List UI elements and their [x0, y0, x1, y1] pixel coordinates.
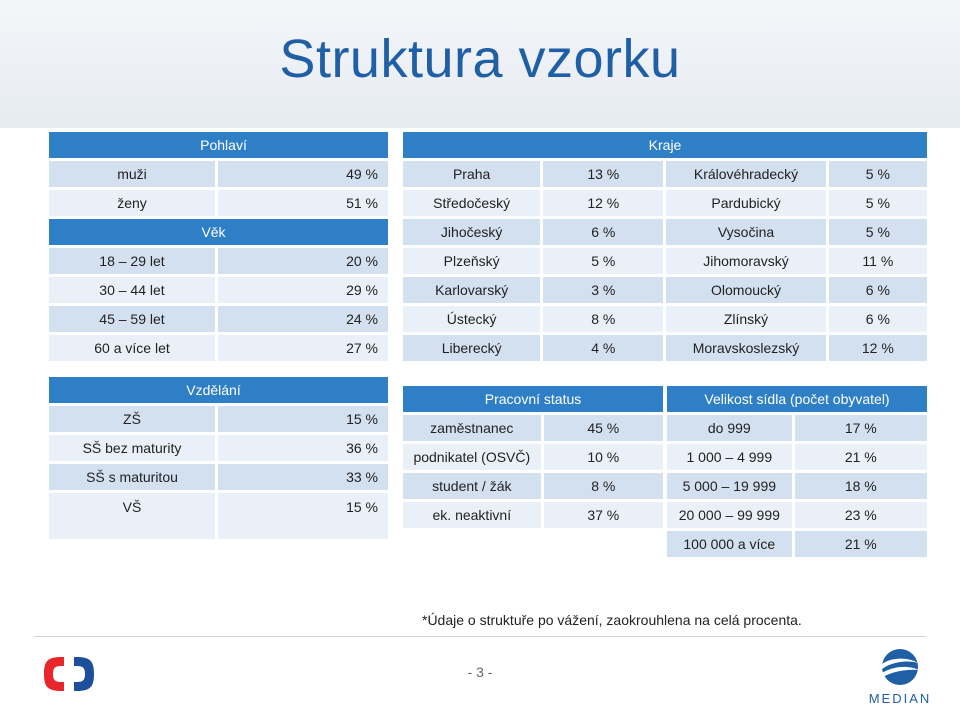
region-name: Zlínský	[666, 306, 825, 332]
region-value: 6 %	[829, 277, 927, 303]
education-label: SŠ s maturitou	[49, 464, 215, 490]
settlement-label: 5 000 – 19 999	[667, 473, 792, 499]
settlement-value: 17 %	[795, 415, 927, 441]
age-value: 20 %	[218, 248, 388, 274]
work-label: student / žák	[403, 473, 541, 499]
page-title: Struktura vzorku	[279, 29, 681, 89]
demographics-table	[46, 129, 391, 542]
settlement-label: 20 000 – 99 999	[667, 502, 792, 528]
region-name: Karlovarský	[403, 277, 540, 303]
region-value: 5 %	[829, 219, 927, 245]
settlement-value: 23 %	[795, 502, 927, 528]
region-value: 4 %	[543, 335, 663, 361]
region-value: 8 %	[543, 306, 663, 332]
education-label: ZŠ	[49, 406, 215, 432]
gender-label: ženy	[49, 190, 215, 216]
settlement-size-table	[664, 383, 930, 560]
work-label: zaměstnanec	[403, 415, 541, 441]
work-value: 37 %	[544, 502, 663, 528]
region-name: Pardubický	[666, 190, 825, 216]
median-logo-icon	[862, 648, 938, 706]
settlement-label: do 999	[667, 415, 792, 441]
work-value: 8 %	[544, 473, 663, 499]
regions-table	[400, 129, 930, 364]
age-value: 24 %	[218, 306, 388, 332]
region-name: Jihomoravský	[666, 248, 825, 274]
age-label: 18 – 29 let	[49, 248, 215, 274]
age-value: 27 %	[218, 335, 388, 361]
region-value: 6 %	[829, 306, 927, 332]
footnote: *Údaje o struktuře po vážení, zaokrouhlena na celá procenta.	[422, 612, 802, 628]
settlement-value: 21 %	[795, 531, 927, 557]
education-value: 36 %	[218, 435, 388, 461]
gender-value: 51 %	[218, 190, 388, 216]
region-value: 11 %	[829, 248, 927, 274]
age-label: 45 – 59 let	[49, 306, 215, 332]
age-header: Věk	[49, 219, 388, 245]
work-label: ek. neaktivní	[403, 502, 541, 528]
settlement-label: 1 000 – 4 999	[667, 444, 792, 470]
age-label: 60 a více let	[49, 335, 215, 361]
work-value: 10 %	[544, 444, 663, 470]
education-value: 15 %	[218, 493, 388, 539]
region-name: Praha	[403, 161, 540, 187]
region-name: Jihočeský	[403, 219, 540, 245]
settlement-value: 18 %	[795, 473, 927, 499]
work-header: Pracovní status	[403, 386, 663, 412]
region-name: Ústecký	[403, 306, 540, 332]
work-label: podnikatel (OSVČ)	[403, 444, 541, 470]
region-value: 12 %	[829, 335, 927, 361]
region-name: Plzeňský	[403, 248, 540, 274]
education-value: 33 %	[218, 464, 388, 490]
region-value: 5 %	[829, 161, 927, 187]
gender-header: Pohlaví	[49, 132, 388, 158]
region-name: Moravskoslezský	[666, 335, 825, 361]
education-label: SŠ bez maturity	[49, 435, 215, 461]
settlement-value: 21 %	[795, 444, 927, 470]
settlement-header: Velikost sídla (počet obyvatel)	[667, 386, 927, 412]
ct-logo-icon	[40, 654, 98, 699]
region-name: Královéhradecký	[666, 161, 825, 187]
age-label: 30 – 44 let	[49, 277, 215, 303]
work-value: 45 %	[544, 415, 663, 441]
education-label: VŠ	[49, 493, 215, 539]
region-name: Středočeský	[403, 190, 540, 216]
region-value: 13 %	[543, 161, 663, 187]
region-value: 6 %	[543, 219, 663, 245]
median-logo-text: MEDIAN	[868, 691, 932, 706]
region-value: 5 %	[829, 190, 927, 216]
region-name: Vysočina	[666, 219, 825, 245]
education-header: Vzdělání	[49, 377, 388, 403]
regions-header: Kraje	[403, 132, 927, 158]
settlement-label: 100 000 a více	[667, 531, 792, 557]
region-value: 5 %	[543, 248, 663, 274]
gender-label: muži	[49, 161, 215, 187]
region-value: 12 %	[543, 190, 663, 216]
footer-divider	[34, 636, 926, 637]
work-status-table	[400, 383, 666, 531]
region-value: 3 %	[543, 277, 663, 303]
page-number: - 3 -	[467, 664, 493, 680]
region-name: Liberecký	[403, 335, 540, 361]
age-value: 29 %	[218, 277, 388, 303]
education-value: 15 %	[218, 406, 388, 432]
gender-value: 49 %	[218, 161, 388, 187]
region-name: Olomoucký	[666, 277, 825, 303]
